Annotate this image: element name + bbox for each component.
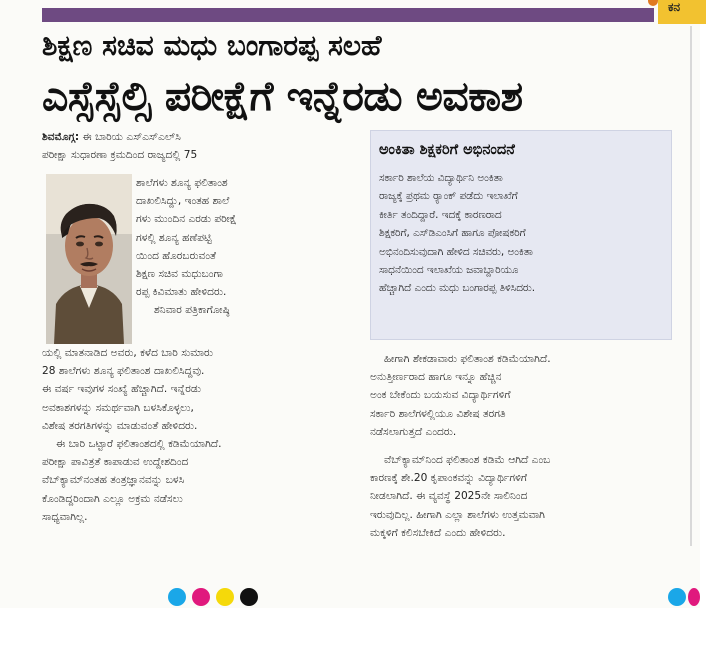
text-line: ಅವಕಾಶಗಳನ್ನು ಸಮರ್ಥವಾಗಿ ಬಳಸಿಕೊಳ್ಳಲು, [42,401,194,414]
intro-lines [42,128,360,164]
text-line: ಸರ್ಕಾರಿ ಶಾಲೆಯ ವಿದ್ಯಾರ್ಥಿನಿ ಅಂಕಿತಾ [379,172,503,184]
magenta-dot [688,588,700,606]
text-line: ಶಿಕ್ಷಕರಿಗೆ, ಎಸ್‌ಡಿಎಂಸಿಗೆ ಹಾಗೂ ಪೋಷಕರಿಗೆ [379,227,526,240]
text-line: ಗಳಲ್ಲಿ ಶೂನ್ಯ ಹಣೆಪಟ್ಟಿ [136,231,212,244]
text-line: ಕಾರಣಕ್ಕೆ ಶೇ.20 ಕೃಪಾಂಕವನ್ನು ವಿದ್ಯಾರ್ಥಿಗಳಿಗೆ [370,472,528,485]
text-line: ರಪ್ಪ ಕಿವಿಮಾತು ಹೇಳಿದರು. [136,286,227,299]
text-line: ಗಳು ಮುಂದಿನ ಎರಡು ಪರೀಕ್ಷೆ [136,213,237,226]
main-headline: ಎಸ್ಸೆಸ್ಸೆಲ್ಸಿ ಪರೀಕ್ಷೆಗೆ ಇನ್ನೆರಡು ಅವಕಾಶ [42,72,523,120]
beside-photo-text [136,174,358,320]
sidebar-story-title: ಅಂಕಿತಾ ಶಿಕ್ಷಕರಿಗೆ ಅಭಿನಂದನೆ [379,142,515,158]
blank-margin [0,608,706,660]
sidebar-story-box [370,130,672,340]
text-line: ವಿಶೇಷ ತರಗತಿಗಳನ್ನು ಮಾಡುವಂತೆ ಹೇಳಿದರು. [42,419,198,432]
left-column [42,128,360,588]
text-line: ಕೀರ್ತಿ ತಂದಿದ್ದಾರೆ. ಇದಕ್ಕೆ ಕಾರಣರಾದ [379,208,502,221]
yellow-dot [216,588,234,606]
black-dot [240,588,258,606]
text-line: ಅಭಿನಂದಿಸುವುದಾಗಿ ಹೇಳಿದ ಸಚಿವರು, ಅಂಕಿತಾ [379,245,533,258]
right-paragraph-2 [370,451,670,542]
text-line: ಅನುತ್ತೀರ್ಣರಾದ ಹಾಗೂ ಇನ್ನೂ ಹೆಚ್ಚಿನ [370,371,502,384]
text-line: ನೀಡಲಾಗಿದೆ. ಈ ವ್ಯವಸ್ಥೆ 2025ನೇ ಸಾಲಿನಿಂದ [370,490,528,503]
text-line: ದಾಖಲಿಸಿದ್ದು, ಇಂತಹ ಶಾಲೆ [136,195,230,208]
text-line: ಯಿಂದ ಹೊರಬರುವಂತೆ [136,249,217,262]
right-paragraph-1 [370,350,670,441]
text-line: ಹೆಚ್ಚಾಗಿದೆ ಎಂದು ಮಧು ಬಂಗಾರಪ್ಪ ತಿಳಿಸಿದರು. [379,282,536,295]
text-line: 28 ಶಾಲೆಗಳು ಶೂನ್ಯ ಫಲಿತಾಂಶ ದಾಖಲಿಸಿದ್ದವು. [42,365,205,378]
top-rule [42,8,654,22]
intro-line [42,128,360,146]
minister-photo [46,174,132,344]
text-line: ಇರುವುದಿಲ್ಲ. ಹೀಗಾಗಿ ಎಲ್ಲಾ ಶಾಲೆಗಳು ಉತ್ತಮವಾಗಿ [370,508,545,521]
text-line: ಅಂಕ ಬೇಕೆಂದು ಬಯಸುವ ವಿದ್ಯಾರ್ಥಿಗಳಿಗೆ [370,389,511,402]
text-line: ಶಾಲೆಗಳು ಶೂನ್ಯ ಫಲಿತಾಂಶ [136,177,228,189]
right-column [370,350,670,542]
text-line: ಶಿಕ್ಷಣ ಸಚಿವ ಮಧುಬಂಗಾ [136,268,223,281]
dateline: ಶಿವಮೊಗ್ಗ: [42,131,80,143]
paragraph-gap [370,441,670,451]
sidebar-story-body [379,169,663,298]
color-registration-dots-right [668,588,706,606]
text-line: ಮಕ್ಕಳಿಗೆ ಕಲಿಸಬೇಕಿದೆ ಎಂದು ಹೇಳಿದರು. [370,526,506,539]
intro-line: ಪರೀಕ್ಷಾ ಸುಧಾರಣಾ ಕ್ರಮದಿಂದ ರಾಜ್ಯದಲ್ಲಿ 75 [42,149,198,162]
text-line: ವೆಬ್‌ಕ್ಯಾಮ್‌ನಂತಹ ತಂತ್ರಜ್ಞಾನವನ್ನು ಬಳಸಿ [42,474,185,487]
text-line: ಸಾಧನೆಯಿಂದ ಇಲಾಖೆಯ ಜವಾಬ್ದಾರಿಯೂ [379,264,519,277]
corner-block [658,0,706,24]
sidebar-story-text [379,169,663,298]
text-line: ರಾಜ್ಯಕ್ಕೆ ಪ್ರಥಮ ರ‍್ಯಾಂಕ್ ಪಡೆದು ಇಲಾಖೆಗೆ [379,190,518,203]
corner-text: ಕನ [668,0,681,14]
cyan-dot [668,588,686,606]
text-line: ಸಾಧ್ಯವಾಗಿಲ್ಲ. [42,510,88,523]
text-line: ನಡೆಸಲಾಗುತ್ತದೆ ಎಂದರು. [370,425,457,438]
intro-text: ಈ ಬಾರಿಯ ಎಸ್‌ಎಸ್‌ಎಲ್‌ಸಿ [82,131,181,143]
color-registration-dots [168,588,264,606]
kicker-headline: ಶಿಕ್ಷಣ ಸಚಿವ ಮಧು ಬಂಗಾರಪ್ಪ ಸಲಹೆ [42,29,382,62]
cyan-dot [168,588,186,606]
text-line: ವೆಬ್‌ಕ್ಯಾಮ್‌ನಿಂದ ಫಲಿತಾಂಶ ಕಡಿಮೆ ಆಗಿದೆ ಎಂಬ [384,454,551,467]
text-line: ಪರೀಕ್ಷಾ ಪಾವಿತ್ರತೆ ಕಾಪಾಡುವ ಉದ್ದೇಶದಿಂದ [42,456,189,469]
text-line: ಸರ್ಕಾರಿ ಶಾಲೆಗಳಲ್ಲಿಯೂ ವಿಶೇಷ ತರಗತಿ [370,407,506,420]
magenta-dot [192,588,210,606]
text-line: ಹೀಗಾಗಿ ಶೇಕಡಾವಾರು ಫಲಿತಾಂಶ ಕಡಿಮೆಯಾಗಿದೆ. [384,353,551,365]
text-line: ಈ ವರ್ಷ ಇವುಗಳ ಸಂಖ್ಯೆ ಹೆಚ್ಚಾಗಿದೆ. ಇನ್ನೆರಡು [42,383,202,396]
text-line: ಯಲ್ಲಿ ಮಾತನಾಡಿದ ಅವರು, ಕಳೆದ ಬಾರಿ ಸುಮಾರು [42,347,214,359]
portrait-image [46,174,132,344]
body-text-left [42,344,360,526]
text-line: ಕೊಂಡಿದ್ದರಿಂದಾಗಿ ಎಲ್ಲೂ ಅಕ್ರಮ ನಡೆಸಲು [42,492,183,505]
text-line: ಈ ಬಾರಿ ಒಟ್ಟಾರೆ ಫಲಿತಾಂಶದಲ್ಲಿ ಕಡಿಮೆಯಾಗಿದೆ. [56,438,222,451]
text-line: ಶನಿವಾರ ಪತ್ರಿಕಾಗೋಷ್ಠಿ [154,304,230,317]
